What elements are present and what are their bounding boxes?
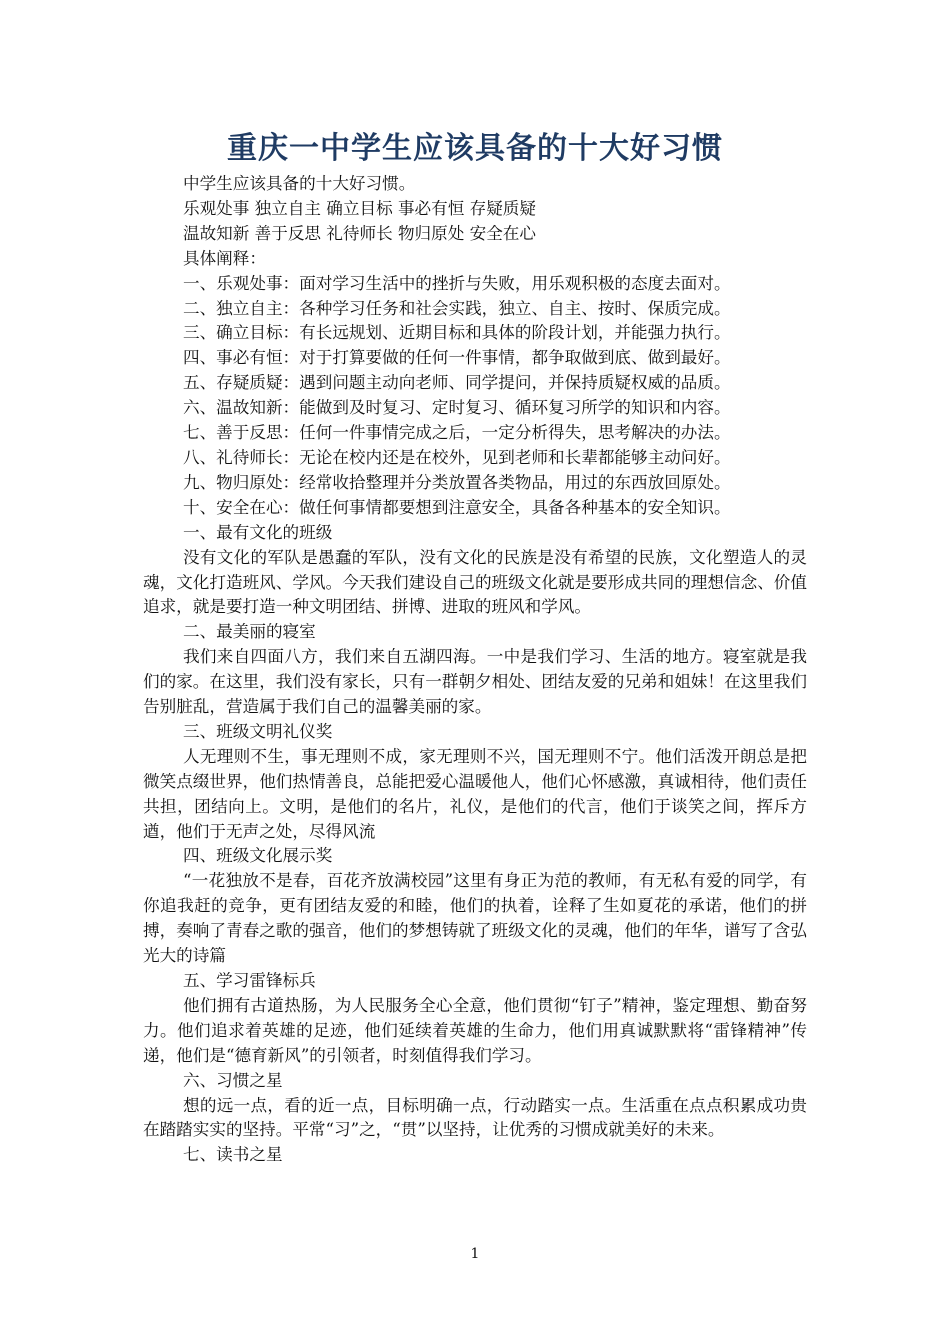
habit-item: 四、事必有恒：对于打算要做的任何一件事情，都争取做到底、做到最好。 [183,348,731,368]
habit-item: 九、物归原处：经常收拾整理并分类放置各类物品，用过的东西放回原处。 [183,472,731,492]
award-paragraph: 没有文化的军队是愚蠢的军队，没有文化的民族是没有希望的民族，文化塑造人的灵魂，文化打造班风、学风。今天我们建设自己的班级文化就是要形成共同的理想信念、价值追求，就是要打造一种文明团结、拼博、进取的班风和学风。 [143,547,807,617]
habit-item: 一、乐观处事：面对学习生活中的挫折与失败，用乐观积极的态度去面对。 [183,273,731,293]
award-heading: 四、班级文化展示奖 [183,846,333,866]
intro-habit-list-line: 乐观处事 独立自主 确立目标 事必有恒 存疑质疑 [183,198,536,218]
habit-item: 八、礼待师长：无论在校内还是在校外，见到老师和长辈都能够主动问好。 [183,447,731,467]
habit-item: 六、温故知新：能做到及时复习、定时复习、循环复习所学的知识和内容。 [183,398,731,418]
habit-item: 二、独立自主：各种学习任务和社会实践，独立、自主、按时、保质完成。 [183,298,731,318]
award-heading: 五、学习雷锋标兵 [183,971,316,990]
award-heading: 六、习惯之星 [183,1070,283,1090]
page-number: 1 [470,1246,480,1262]
habit-item: 十、安全在心：做任何事情都要想到注意安全，具备各种基本的安全知识。 [183,497,731,517]
document-title: 重庆一中学生应该具备的十大好习惯 [227,131,723,166]
intro-habit-list-line: 温故知新 善于反思 礼待师长 物归原处 安全在心 [183,223,536,243]
award-heading: 二、最美丽的寝室 [183,622,316,642]
award-paragraph: 我们来自四面八方，我们来自五湖四海。一中是我们学习、生活的地方。寝室就是我们的家。在这里，我们没有家长，只有一群朝夕相处、团结友爱的兄弟和姐妹！在这里我们告别脏乱，营造属于我们自己的温馨美丽的家。 [143,647,807,717]
intro-line: 中学生应该具备的十大好习惯。 [183,174,416,193]
award-heading: 三、班级文明礼仪奖 [183,721,333,741]
award-paragraph: “一花独放不是春，百花齐放满校园”这里有身正为范的教师，有无私有爱的同学，有你追我赶的竞争，更有团结友爱的和睦，他们的执着，诠释了生如夏花的承诺，他们的拼搏，奏响了青春之歌的强音，他们的梦想铸就了班级文化的灵魂，他们的年华，谱写了含弘光大的诗篇 [143,871,807,966]
award-heading: 一、最有文化的班级 [183,522,333,542]
habit-item: 七、善于反思：任何一件事情完成之后，一定分析得失，思考解决的办法。 [183,423,731,443]
habit-item: 三、确立目标：有长远规划、近期目标和具体的阶段计划，并能强力执行。 [183,323,731,343]
award-paragraph: 人无理则不生，事无理则不成，家无理则不兴，国无理则不宁。他们活泼开朗总是把微笑点缀世界，他们热情善良，总能把爱心温暖他人，他们心怀感激，真诚相待，他们责任共担，团结向上。文明，是他们的名片，礼仪，是他们的代言，他们于谈笑之间，挥斥方遒，他们于无声之处，尽得风流 [143,746,807,841]
habit-item: 五、存疑质疑：遇到问题主动向老师、同学提问，并保持质疑权威的品质。 [183,373,731,393]
award-paragraph: 想的远一点，看的近一点，目标明确一点，行动踏实一点。生活重在点点积累成功贵在踏踏实实的坚持。平常“习”之，“贯”以坚持，让优秀的习惯成就美好的未来。 [143,1095,807,1140]
award-paragraph: 他们拥有古道热肠，为人民服务全心全意，他们贯彻“钉子”精神，鉴定理想、勤奋努力。他们追求着英雄的足迹，他们延续着英雄的生命力，他们用真诚默默将“雷锋精神”传递，他们是“德育新风”的引领者，时刻值得我们学习。 [143,995,807,1065]
document-body [143,172,807,1168]
award-heading: 七、读书之星 [183,1145,283,1165]
intro-explanation-label: 具体阐释： [183,248,266,268]
